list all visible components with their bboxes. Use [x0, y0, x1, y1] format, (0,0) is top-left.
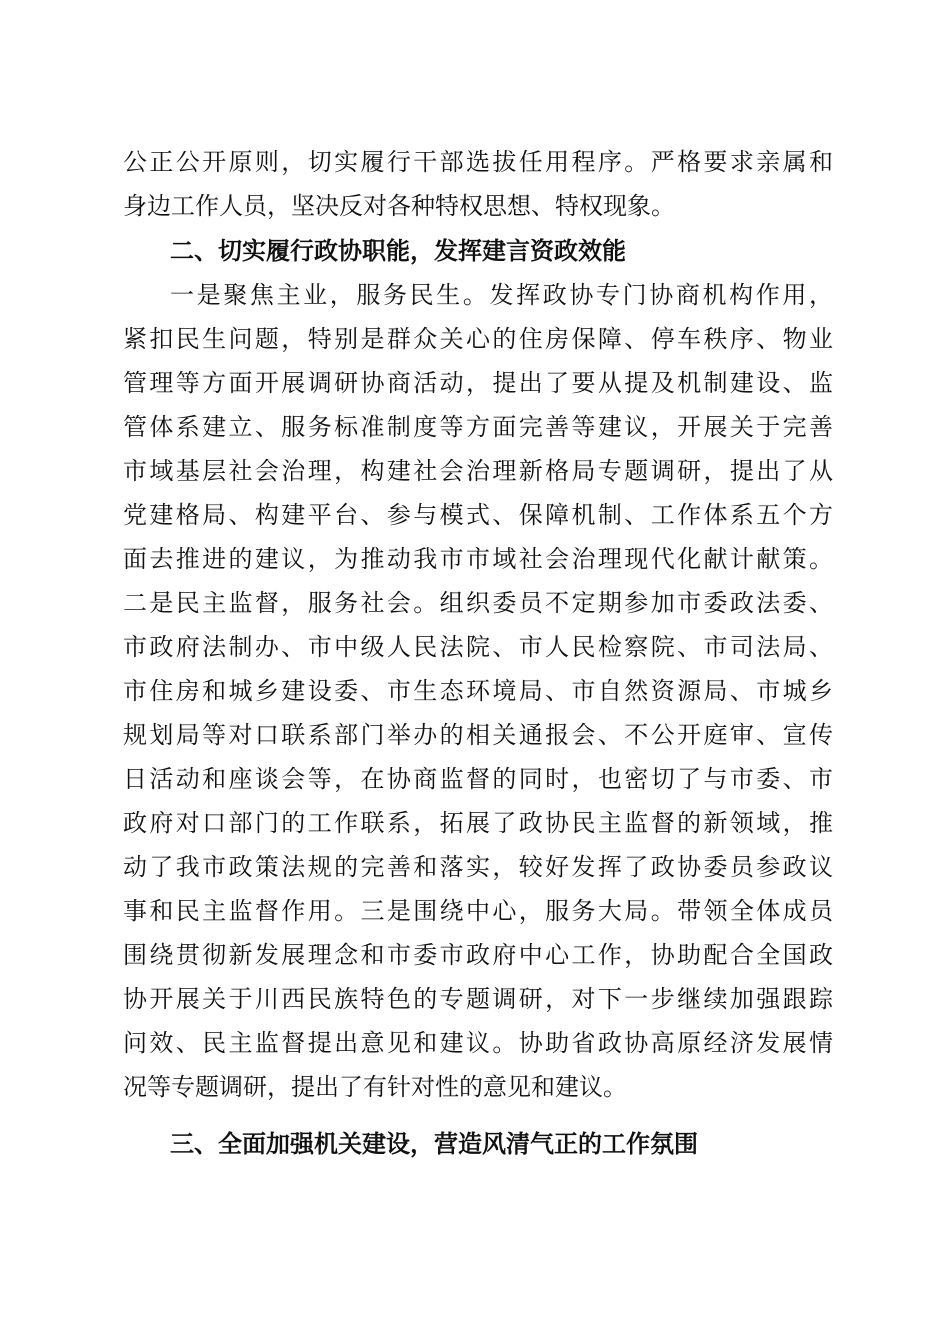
body-text-line: 事和民主监督作用。三是围绕中心，服务大局。带领全体成员 — [123, 897, 833, 925]
body-text-line: 党建格局、构建平台、参与模式、保障机制、工作体系五个方 — [123, 501, 833, 529]
section-heading-2: 二、切实履行政协职能，发挥建言资政效能 — [170, 237, 626, 265]
body-text-line: 面去推进的建议，为推动我市市域社会治理现代化献计献策。 — [123, 545, 833, 573]
body-text-line: 二是民主监督，服务社会。组织委员不定期参加市委政法委、 — [123, 589, 833, 617]
body-text-line: 管理等方面开展调研协商活动，提出了要从提及机制建设、监 — [123, 369, 833, 397]
body-text-line: 市住房和城乡建设委、市生态环境局、市自然资源局、市城乡 — [123, 677, 833, 705]
section-heading-3: 三、全面加强机关建设，营造风清气正的工作氛围 — [170, 1130, 698, 1158]
body-text-line: 身边工作人员，坚决反对各种特权思想、特权现象。 — [123, 192, 675, 220]
body-text-line: 市域基层社会治理，构建社会治理新格局专题调研，提出了从 — [123, 457, 833, 485]
body-text-line: 协开展关于川西民族特色的专题调研，对下一步继续加强跟踪 — [123, 985, 833, 1013]
body-text-line: 规划局等对口联系部门举办的相关通报会、不公开庭审、宣传 — [123, 721, 833, 749]
body-text-line: 公正公开原则，切实履行干部选拔任用程序。严格要求亲属和 — [123, 148, 833, 176]
body-text-line: 况等专题调研，提出了有针对性的意见和建议。 — [123, 1073, 627, 1101]
body-text-line: 管体系建立、服务标准制度等方面完善等建议，开展关于完善 — [123, 413, 833, 441]
body-text-line: 日活动和座谈会等，在协商监督的同时，也密切了与市委、市 — [123, 765, 833, 793]
body-text-line: 市政府法制办、市中级人民法院、市人民检察院、市司法局、 — [123, 633, 833, 661]
body-text-line: 动了我市政策法规的完善和落实，较好发挥了政协委员参政议 — [123, 853, 833, 881]
body-text-line: 紧扣民生问题，特别是群众关心的住房保障、停车秩序、物业 — [123, 325, 833, 353]
body-text-line: 围绕贯彻新发展理念和市委市政府中心工作，协助配合全国政 — [123, 941, 833, 969]
body-text-line: 政府对口部门的工作联系，拓展了政协民主监督的新领域，推 — [123, 809, 833, 837]
body-text-line: 问效、民主监督提出意见和建议。协助省政协高原经济发展情 — [123, 1029, 833, 1057]
body-text-line: 一是聚焦主业，服务民生。发挥政协专门协商机构作用， — [170, 281, 833, 309]
